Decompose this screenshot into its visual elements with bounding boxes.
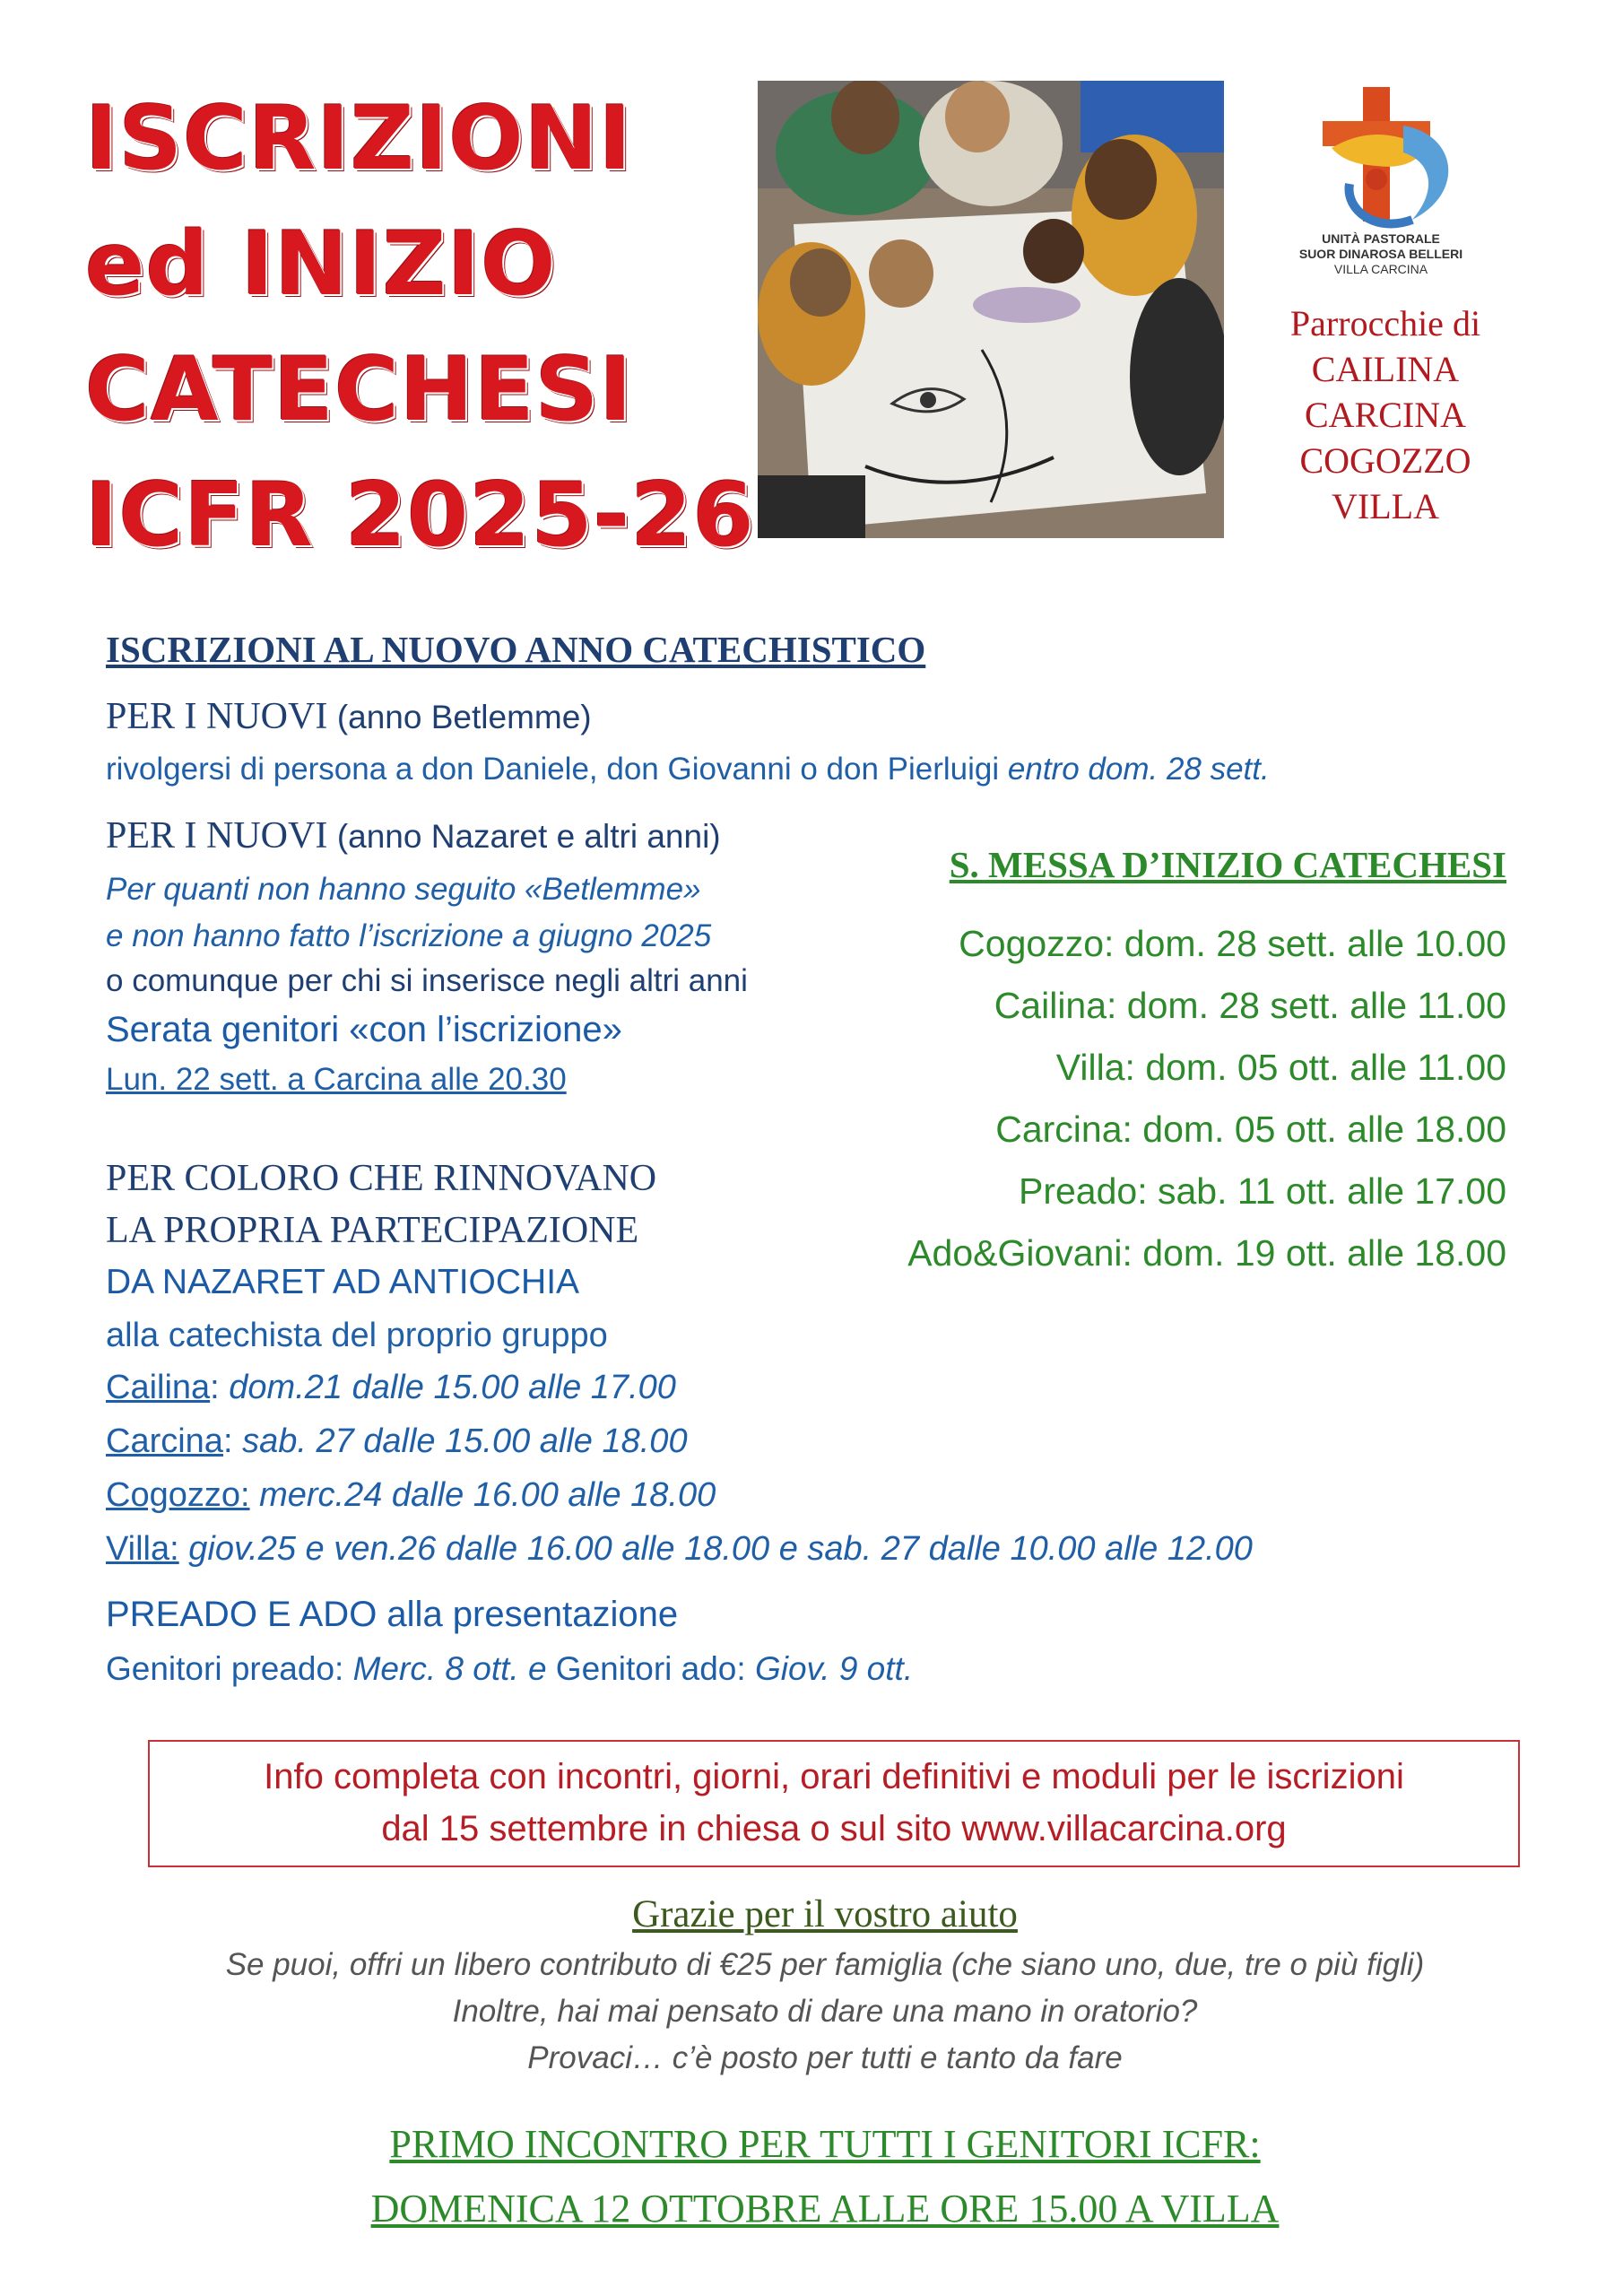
parishes-list (1251, 300, 1520, 529)
masses-list (789, 913, 1506, 1284)
new-note: (anno Nazaret e altri anni) (336, 818, 721, 855)
logo-line-1: UNITÀ PASTORALE (1322, 231, 1440, 246)
parents-evening-title: Serata genitori «con l’iscrizione» (106, 1010, 622, 1049)
schedule-place: Cailina (106, 1369, 211, 1406)
thanks-line-2: Inoltre, hai mai pensato di dare una mano in oratorio? (452, 1994, 1198, 2029)
new-betlemme-heading (106, 695, 592, 738)
renew-heading-1: PER COLORO CHE RINNOVANO (106, 1158, 657, 1199)
new-betlemme-text (106, 752, 1270, 787)
mass-item: Ado&Giovani: dom. 19 ott. alle 18.00 (907, 1232, 1506, 1274)
info-line-2: dal 15 settembre in chiesa o sul sito www.villacarcina.org (381, 1809, 1287, 1848)
renew-text: alla catechista del proprio gruppo (106, 1317, 608, 1354)
new-note: (anno Betlemme) (336, 699, 592, 735)
mass-item: Villa: dom. 05 ott. alle 11.00 (1055, 1047, 1506, 1088)
schedule-when: merc.24 dalle 16.00 alle 18.00 (249, 1476, 716, 1514)
schedule-when: dom.21 dalle 15.00 alle 17.00 (219, 1369, 676, 1406)
info-box (148, 1740, 1520, 1867)
renew-range: DA NAZARET AD ANTIOCHIA (106, 1263, 580, 1301)
schedule-row (106, 1422, 688, 1461)
thanks-text (0, 1942, 1623, 2082)
info-line-1: Info completa con incontri, giorni, orari definitivi e moduli per le iscrizioni (264, 1757, 1404, 1796)
parishes-heading: Parrocchie di (1289, 303, 1481, 344)
schedule-row (106, 1369, 676, 1407)
page-title (85, 76, 767, 578)
first-meeting-announcement (0, 2112, 1623, 2241)
new-nazaret-italic-2: e non hanno fatto l’iscrizione a giugno 2025 (106, 918, 712, 953)
parish-name: VILLA (1332, 486, 1439, 526)
cross-logo-icon (1278, 85, 1484, 238)
parish-name: CARCINA (1304, 395, 1467, 435)
new-nazaret-heading (106, 814, 721, 857)
schedule-row (106, 1476, 716, 1515)
schedule-sep: : (222, 1422, 233, 1460)
preado-parents-label: Genitori preado: (106, 1650, 353, 1687)
final-line-2: DOMENICA 12 OTTOBRE ALLE ORE 15.00 A VILLA (370, 2187, 1280, 2231)
schedule-when: giov.25 e ven.26 dalle 16.00 alle 18.00 e sab. 27 dalle 10.00 alle 12.00 (178, 1530, 1253, 1568)
title-line-3: CATECHESI (85, 339, 633, 441)
enrollment-section-title: ISCRIZIONI AL NUOVO ANNO CATECHISTICO (106, 629, 926, 670)
title-line-1: ISCRIZIONI (85, 88, 633, 190)
title-line-2: ed INIZIO (85, 213, 557, 316)
mass-item: Preado: sab. 11 ott. alle 17.00 (1018, 1170, 1506, 1212)
new-nazaret-text: o comunque per chi si inserisce negli altri anni (106, 963, 748, 998)
ado-parents-when: Giov. 9 ott. (754, 1650, 914, 1687)
preado-heading: PREADO E ADO alla presentazione (106, 1595, 679, 1634)
parents-evening-date: Lun. 22 sett. a Carcina alle 20.30 (106, 1062, 567, 1097)
preado-parents-when: Merc. 8 ott. e (352, 1650, 547, 1687)
masses-title: S. MESSA D’INIZIO CATECHESI (949, 844, 1506, 885)
thanks-line-3: Provaci… c’è posto per tutti e tanto da fare (527, 2040, 1123, 2075)
ado-parents-label: Genitori ado: (546, 1650, 755, 1687)
new-label: PER I NUOVI (106, 696, 328, 737)
mass-item: Cailina: dom. 28 sett. alle 11.00 (994, 985, 1506, 1026)
schedule-row (106, 1530, 1253, 1569)
schedule-place: Carcina (106, 1422, 223, 1460)
new-label: PER I NUOVI (106, 815, 328, 857)
logo-line-2: SUOR DINAROSA BELLERI (1298, 247, 1463, 261)
logo-line-3: VILLA CARCINA (1333, 262, 1428, 276)
mass-item: Cogozzo: dom. 28 sett. alle 10.00 (959, 923, 1506, 964)
schedule-place: Villa: (106, 1530, 179, 1568)
thanks-title: Grazie per il vostro aiuto (632, 1893, 1018, 1935)
renew-heading-2: LA PROPRIA PARTECIPAZIONE (106, 1210, 639, 1251)
parish-name: CAILINA (1311, 349, 1460, 389)
schedule-place: Cogozzo: (106, 1476, 250, 1514)
thanks-line-1: Se puoi, offri un libero contributo di €25 per famiglia (che siano uno, due, tre o più figli) (225, 1947, 1425, 1982)
schedule-sep: : (210, 1369, 220, 1406)
new-nazaret-italic-1: Per quanti non hanno seguito «Betlemme» (106, 872, 701, 907)
logo-caption (1260, 231, 1502, 277)
title-line-4: ICFR 2025-26 (85, 465, 755, 567)
schedule-when: sab. 27 dalle 15.00 alle 18.00 (232, 1422, 688, 1460)
preado-parents (106, 1650, 913, 1688)
parish-name: COGOZZO (1299, 440, 1471, 481)
children-drawing-photo (758, 81, 1224, 538)
new-betlemme-instructions: rivolgersi di persona a don Daniele, don Giovanni o don Pierluigi (106, 752, 1000, 787)
new-betlemme-deadline: entro dom. 28 sett. (1007, 752, 1270, 787)
mass-item: Carcina: dom. 05 ott. alle 18.00 (995, 1109, 1506, 1150)
final-line-1: PRIMO INCONTRO PER TUTTI I GENITORI ICFR: (389, 2122, 1261, 2166)
